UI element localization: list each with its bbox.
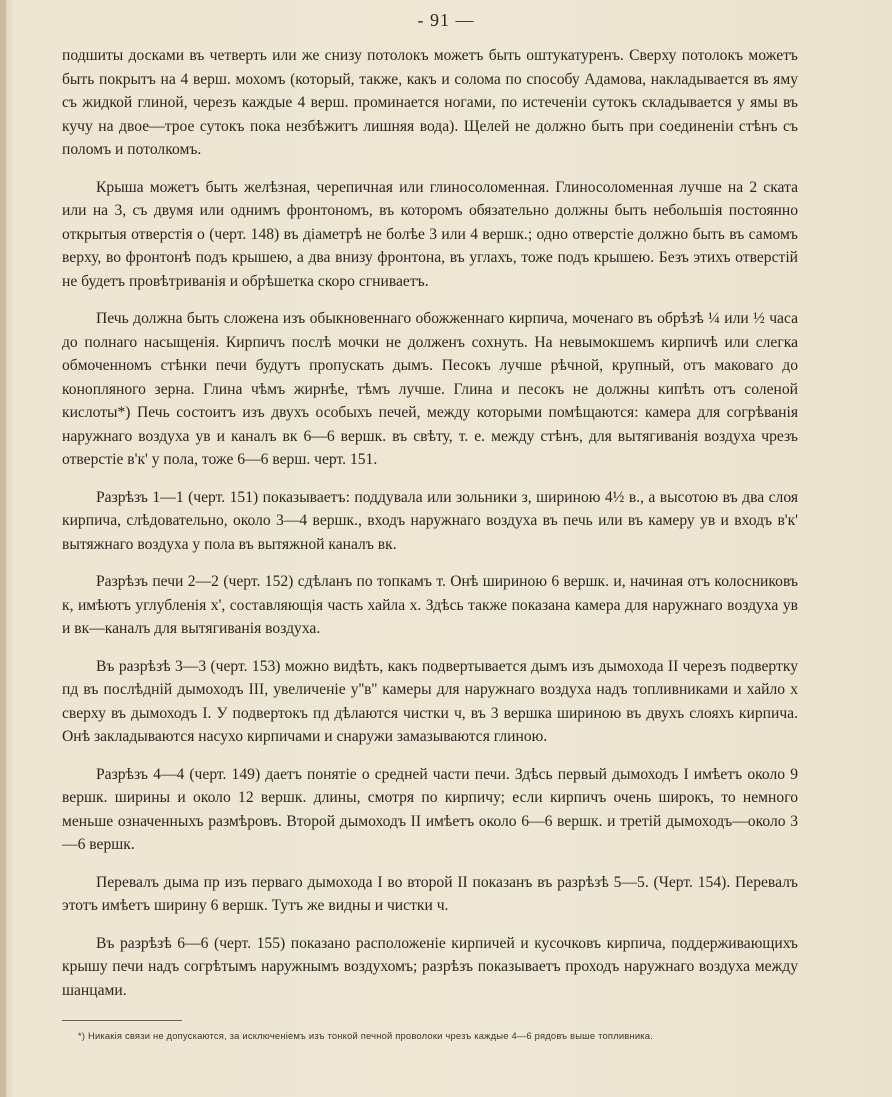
footnote: *) Никакія связи не допускаются, за исключеніемъ изъ тонкой печной проволоки чрезъ каждые 4—6 рядовъ выше топливника.: [78, 1030, 654, 1041]
page-number: - 91 —: [417, 10, 475, 30]
paragraph-1: подшиты досками въ четверть или же снизу потолокъ можетъ быть оштукатуренъ. Сверху потолокъ можетъ быть покрытъ на 4 верш. мохомъ (который, также, какъ и солома по способу Адамова, накладывается въ яму съ жидкой глиной, черезъ каждые 4 верш. проминается ногами, по истеченіи сутокъ складывается у ямы въ кучу на двое—трое сутокъ пока незбѣжитъ лишняя вода). Щелей не должно быть при соединеніи стѣнъ съ поломъ и потолкомъ.: [62, 47, 798, 158]
paragraph-2: Крыша можетъ быть желѣзная, черепичная или глиносоломенная. Глиносоломенная лучше на 2 ската или на 3, съ двумя или однимъ фронтономъ, въ которомъ обязательно должны быть небольшія постоянно открытыя отверстія о (черт. 148) въ діаметрѣ не болѣе 3 или 4 вершк.; одно отверстіе должно быть въ самомъ верху, во фронтонѣ подъ крышею, а два внизу фронтона, въ углахъ, тоже подъ крышею. Безъ этихъ отверстій не будетъ провѣтриванія и обрѣшетка скоро сгниваетъ.: [62, 178, 798, 290]
paragraph-3: Печь должна быть сложена изъ обыкновеннаго обожженнаго кирпича, моченаго въ обрѣзѣ ¼ или ½ часа до полнаго насыщенія. Кирпичъ послѣ мочки не долженъ сохнуть. На невымокшемъ кирпичѣ или слегка обмоченномъ стѣнки печи будутъ пропускать дымъ. Песокъ лучше рѣчной, крупный, отъ маковаго до конопляного зерна. Глина чѣмъ жирнѣе, тѣмъ лучше. Глина и песокъ не должны кипѣть отъ соленой кислоты*) Печь состоитъ изъ двухъ особыхъ печей, между которыми помѣщаются: камера для согрѣванія наружнаго воздуха ув и каналъ вк 6—6 вершк. въ свѣту, т. е. между стѣнъ, для вытягиванія воздуха чрезъ отверстіе в'к' у пола, тоже 6—6 верш. черт. 151.: [62, 310, 798, 468]
paragraph-6: Въ разрѣзѣ 3—3 (черт. 153) можно видѣть, какъ подвертывается дымъ изъ дымохода II черезъ подвертку пд въ послѣдній дымоходъ III, увеличеніе у''в'' камеры для наружнаго воздуха надъ топливниками и хайло х сверху въ дымоходъ I. У подвертокъ пд дѣлаются чистки ч, въ 3 вершка шириною въ двухъ слояхъ кирпича. Онѣ закладываются насухо кирпичами и снаружи замазываются глиною.: [62, 657, 798, 745]
paragraph-5: Разрѣзъ печи 2—2 (черт. 152) сдѣланъ по топкамъ т. Онѣ шириною 6 вершк. и, начиная отъ колосниковъ к, имѣютъ углубленія х', составляющія часть хайла х. Здѣсь также показана камера для наружнаго воздуха ув и вк—каналъ для вытягиванія воздуха.: [62, 573, 798, 637]
paragraph-4: Разрѣзъ 1—1 (черт. 151) показываетъ: поддувала или зольники з, шириною 4½ в., а высотою въ два слоя кирпича, слѣдовательно, около 3—4 вершк., входъ наружнаго воздуха въ печь или въ камеру ув и входъ в'к' вытяжнаго воздуха у пола въ вытяжной каналъ вк.: [62, 488, 798, 553]
footnote-divider: [62, 1020, 182, 1021]
body-text: [62, 44, 798, 1016]
paragraph-8: Перевалъ дыма пр изъ перваго дымохода I во второй II показанъ въ разрѣзѣ 5—5. (Черт. 154). Перевалъ этотъ имѣетъ ширину 6 вершк. Тутъ же видны и чистки ч.: [62, 873, 798, 914]
paragraph-9: Въ разрѣзѣ 6—6 (черт. 155) показано расположеніе кирпичей и кусочковъ кирпича, поддерживающихъ крышу печи надъ согрѣтымъ наружнымъ воздухомъ; разрѣзъ показываетъ проходъ наружнаго воздуха между шанцами.: [62, 934, 798, 999]
page-edge: [0, 0, 6, 1097]
paragraph-7: Разрѣзъ 4—4 (черт. 149) даетъ понятіе о средней части печи. Здѣсь первый дымоходъ I имѣетъ около 9 вершк. ширины и около 12 вершк. длины, смотря по кирпичу; если кирпичъ очень широкъ, то немного меньше означенныхъ размѣровъ. Второй дымоходъ II имѣетъ около 6—6 вершк. и третій дымоходъ—около 3—6 вершк.: [62, 765, 798, 853]
